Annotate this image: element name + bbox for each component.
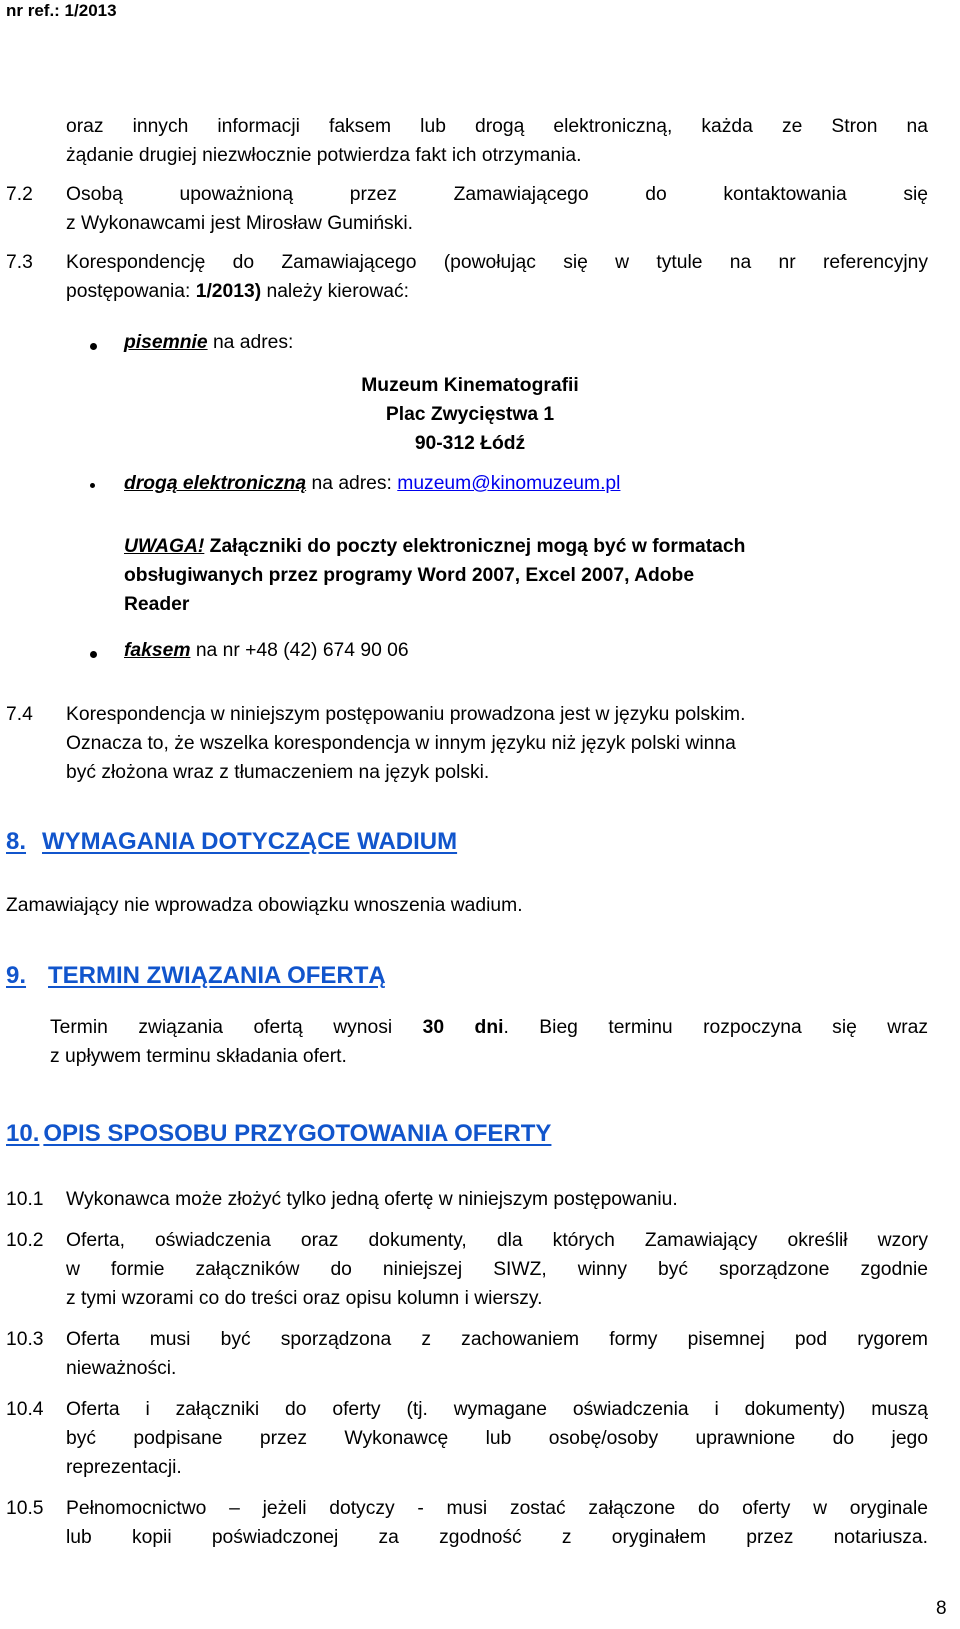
section-10-5-line-1: Pełnomocnictwo – jeżeli dotyczy - musi zostać załączone do oferty w oryginale	[66, 1498, 928, 1519]
address-line-2: Plac Zwycięstwa 1	[385, 404, 555, 425]
section-10-5-line-2: lub kopii poświadczonej za zgodność z oryginałem przez notariusza.	[66, 1527, 928, 1548]
section-9-line-1-c: . Bieg terminu rozpoczyna się wraz	[503, 1017, 929, 1038]
section-10-3-line-1: Oferta musi być sporządzona z zachowaniem formy pisemnej pod rygorem	[66, 1329, 928, 1350]
section-8-heading	[6, 826, 457, 858]
bullet-fax	[124, 636, 409, 665]
section-10-1-line-1: Wykonawca może złożyć tylko jedną ofertę w niniejszym postępowaniu.	[66, 1189, 678, 1210]
section-10-2-number: 10.2	[6, 1230, 44, 1251]
page-number: 8	[936, 1598, 947, 1619]
bullet-electronic-label: drogą elektroniczną	[124, 473, 307, 494]
section-7-3-line-2	[66, 277, 409, 306]
section-10-1-number: 10.1	[6, 1189, 44, 1210]
bullet-fax-text: na nr +48 (42) 674 90 06	[190, 640, 409, 661]
section-9-number: 9.	[6, 962, 27, 989]
uwaga-line-3: Reader	[124, 594, 190, 615]
section-8-number: 8.	[6, 828, 27, 855]
section-7-4-line-1: Korespondencja w niniejszym postępowaniu prowadzona jest w języku polskim.	[66, 704, 746, 725]
section-10-number: 10.	[6, 1120, 40, 1147]
section-9-line-2: z upływem terminu składania ofert.	[50, 1046, 347, 1067]
section-10-title: OPIS SPOSOBU PRZYGOTOWANIA OFERTY	[43, 1120, 552, 1147]
address-line-1: Muzeum Kinematografii	[361, 375, 579, 396]
bullet-written-text: na adres:	[207, 332, 294, 353]
uwaga-line-2: obsługiwanych przez programy Word 2007, Excel 2007, Adobe	[124, 565, 695, 586]
section-7-2-line-2: z Wykonawcami jest Mirosław Gumiński.	[66, 213, 413, 234]
section-10-4-line-3: reprezentacji.	[66, 1457, 182, 1478]
reference-number: 1/2013)	[195, 281, 262, 302]
section-10-3-line-2: nieważności.	[66, 1358, 177, 1379]
section-7-4-number: 7.4	[6, 704, 33, 725]
bullet-written	[124, 328, 293, 357]
section-9-heading	[6, 960, 386, 992]
bullet-dot	[90, 343, 97, 350]
section-7-3-number: 7.3	[6, 252, 33, 273]
section-9-line-1	[50, 1013, 928, 1042]
section-10-4-line-1: Oferta i załączniki do oferty (tj. wymagane oświadczenia i dokumenty) muszą	[66, 1399, 928, 1420]
email-link[interactable]: muzeum@kinomuzeum.pl	[397, 473, 621, 494]
section-10-4-number: 10.4	[6, 1399, 44, 1420]
section-10-2-line-1: Oferta, oświadczenia oraz dokumenty, dla których Zamawiający określił wzory	[66, 1230, 928, 1251]
section-10-heading	[6, 1118, 551, 1150]
section-9-line-1-a: Termin związania ofertą wynosi	[50, 1017, 423, 1038]
section-10-3-number: 10.3	[6, 1329, 44, 1350]
reference-header: nr ref.: 1/2013	[6, 1, 117, 20]
section-10-2-line-2: w formie załączników do niniejszej SIWZ, winny być sporządzone zgodnie	[66, 1259, 928, 1280]
bullet-dot	[90, 651, 97, 658]
section-8-text: Zamawiający nie wprowadza obowiązku wnoszenia wadium.	[6, 895, 523, 916]
section-7-3-line-2-c: należy kierować:	[261, 281, 410, 302]
uwaga-text-1: Załączniki do poczty elektronicznej mogą być w formatach	[204, 536, 746, 557]
bullet-electronic-text: na adres:	[306, 473, 398, 494]
section-8-title: WYMAGANIA DOTYCZĄCE WADIUM	[42, 828, 458, 855]
bullet-fax-label: faksem	[124, 640, 191, 661]
section-9-title: TERMIN ZWIĄZANIA OFERTĄ	[48, 962, 386, 989]
section-7-4-line-2: Oznacza to, że wszelka korespondencja w innym języku niż język polski winna	[66, 733, 736, 754]
section-7-3-line-1: Korespondencję do Zamawiającego (powołując się w tytule na nr referencyjny	[66, 252, 928, 273]
intro-line-2: żądanie drugiej niezwłocznie potwierdza fakt ich otrzymania.	[66, 145, 582, 166]
section-7-3-line-2-a: postępowania:	[66, 281, 196, 302]
section-7-4-line-3: być złożona wraz z tłumaczeniem na język polski.	[66, 762, 490, 783]
section-7-2-number: 7.2	[6, 184, 33, 205]
uwaga-label: UWAGA!	[124, 536, 205, 557]
uwaga-line-1	[124, 532, 924, 561]
bullet-written-label: pisemnie	[124, 332, 208, 353]
section-7-2-line-1: Osobą upoważnioną przez Zamawiającego do kontaktowania się	[66, 184, 928, 205]
intro-line-1: oraz innych informacji faksem lub drogą elektroniczną, każda ze Stron na	[66, 116, 928, 137]
section-10-4-line-2: być podpisane przez Wykonawcę lub osobę/osoby uprawnione do jego	[66, 1428, 928, 1449]
address-line-3: 90-312 Łódź	[414, 433, 526, 454]
binding-period: 30 dni	[422, 1017, 504, 1038]
section-10-2-line-3: z tymi wzorami co do treści oraz opisu kolumn i wierszy.	[66, 1288, 543, 1309]
bullet-dot	[90, 483, 95, 488]
bullet-electronic	[124, 469, 620, 498]
section-10-5-number: 10.5	[6, 1498, 44, 1519]
